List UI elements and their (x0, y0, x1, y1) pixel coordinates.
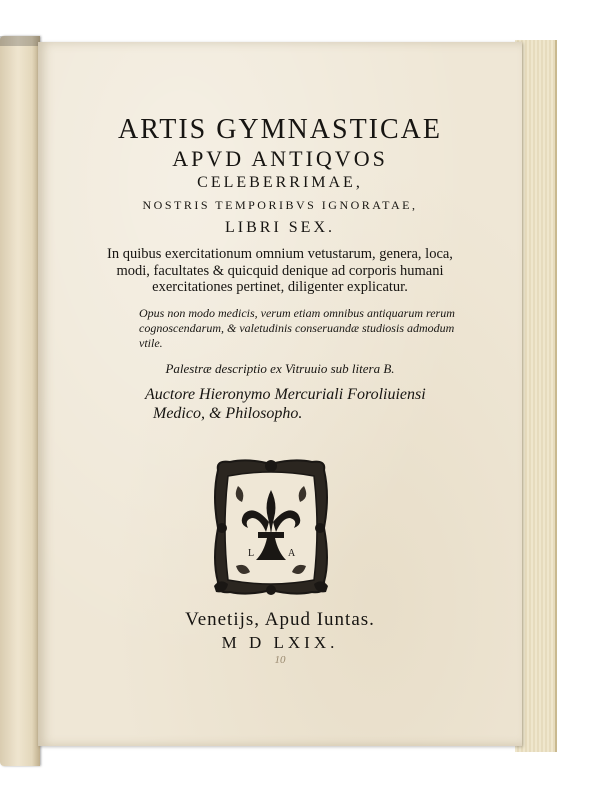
author-block (115, 385, 445, 423)
title-block (38, 114, 522, 423)
title-line-4: NOSTRIS TEMPORIBVS IGNORATAE, (142, 198, 418, 212)
device-letter-left: L (248, 548, 255, 559)
author-line-2: Medico, & Philosopho. (153, 404, 303, 422)
author-line-1: Auctore Hieronymo Mercuriali Foroliuiensi (145, 385, 426, 403)
imprint-place: Venetijs, Apud Iuntas. (185, 609, 375, 630)
imprint-date: M D LXIX. (221, 633, 339, 652)
title-page (38, 42, 522, 746)
palestrae-line: Palestræ descriptio ex Vitruuio sub litera B. (165, 360, 395, 376)
title-line-3: CELEBERRIMAE, (197, 174, 363, 191)
description-paragraph: In quibus exercitationum omnium vetustarum, genera, loca, modi, facultates & quicquid denique ad corporis humani exercitationes pertinet, diligenter explicatur. (107, 246, 453, 295)
binding-shadow (0, 36, 40, 46)
fleur-de-lis-printers-device-icon (208, 456, 334, 598)
book-binding-left (0, 36, 40, 766)
title-line-5: LIBRI SEX. (225, 219, 335, 236)
title-line-1: ARTIS GYMNASTICAE (118, 114, 442, 145)
opus-paragraph: Opus non modo medicis, verum etiam omnibus antiquarum rerum cognoscendarum, & valetudinis conseruandæ studiosis admodum vtile. (139, 305, 455, 350)
title-line-2: APVD ANTIQVOS (172, 146, 388, 171)
handwritten-note: 10 (274, 654, 286, 666)
device-letter-right: A (288, 548, 296, 559)
imprint-block (38, 608, 522, 666)
